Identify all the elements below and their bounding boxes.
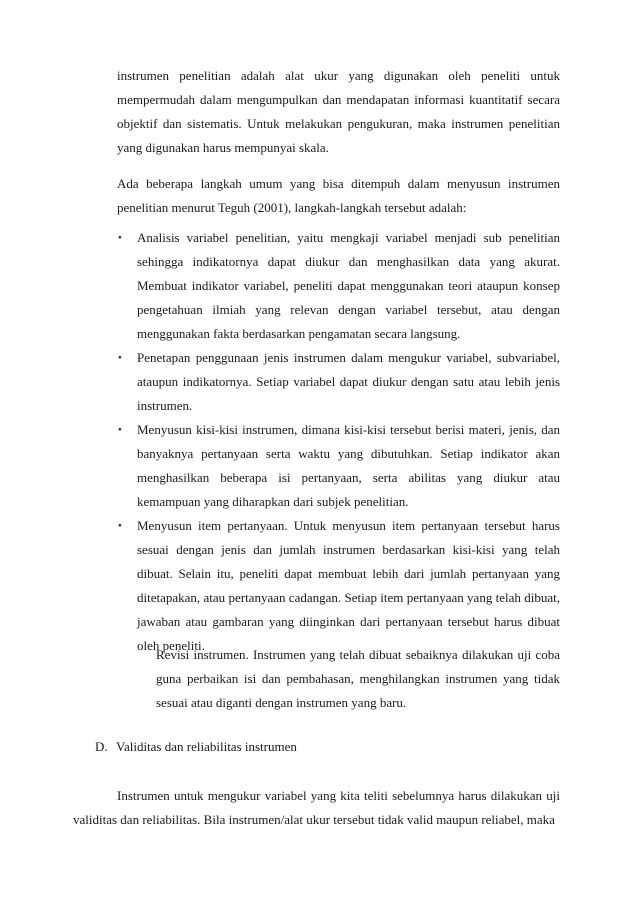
list-item: [117, 514, 560, 658]
validity-paragraph: Instrumen untuk mengukur variabel yang kita teliti sebelumnya harus dilakukan uji validitas dan reliabilitas. Bila instrumen/alat ukur tersebut tidak valid maupun reliabel, maka: [73, 788, 560, 827]
list-item: [117, 346, 560, 418]
bullet-icon: •: [118, 352, 122, 364]
list-item-text: Menyusun item pertanyaan. Untuk menyusun item pertanyaan tersebut harus sesuai dengan jenis dan jumlah instrumen berdasarkan kisi-kisi yang telah dibuat. Selain itu, peneliti dapat membuat lebih dari jumlah pertanyaan yang ditetapakan, atau pertanyaan cadangan. Setiap item pertanyaan yang telah dibuat, jawaban atau gambaran yang diinginkan dari pertanyaan tersebut harus dibuat oleh peneliti.: [137, 518, 560, 653]
intro-paragraph-block: [117, 64, 560, 160]
list-item-text: Menyusun kisi-kisi instrumen, dimana kisi-kisi tersebut berisi materi, jenis, dan banyaknya pertanyaan serta waktu yang dibutuhkan. Setiap indikator akan menghasilkan beberapa isi pertanyaan, serta abilitas yang diukur atau kemampuan yang diharapkan dari subjek penelitian.: [137, 422, 560, 509]
bullet-icon: •: [118, 520, 122, 532]
bullet-icon: •: [118, 232, 122, 244]
steps-intro-block: [117, 172, 560, 220]
validity-paragraph-block: [73, 784, 560, 832]
list-item-text: Penetapan penggunaan jenis instrumen dalam mengukur variabel, subvariabel, ataupun indikatornya. Setiap variabel dapat diukur dengan satu atau lebih jenis instrumen.: [137, 350, 560, 413]
bullet-icon: •: [118, 424, 122, 436]
list-item: [117, 226, 560, 346]
section-number: D.: [95, 739, 108, 754]
revisi-paragraph: Revisi instrumen. Instrumen yang telah dibuat sebaiknya dilakukan uji coba guna perbaikan isi dan pembahasan, menghilangkan instrumen yang tidak sesuai atau diganti dengan instrumen yang baru.: [156, 647, 560, 710]
revisi-paragraph-block: [156, 643, 560, 715]
section-title: Validitas dan reliabilitas instrumen: [116, 739, 297, 754]
steps-intro-paragraph: Ada beberapa langkah umum yang bisa ditempuh dalam menyusun instrumen penelitian menurut Teguh (2001), langkah-langkah tersebut adalah:: [117, 176, 560, 215]
list-item: [117, 418, 560, 514]
intro-paragraph: instrumen penelitian adalah alat ukur yang digunakan oleh peneliti untuk mempermudah dalam mengumpulkan dan mendapatan informasi kuantitatif secara objektif dan sistematis. Untuk melakukan pengukuran, maka instrumen penelitian yang digunakan harus mempunyai skala.: [117, 68, 560, 155]
section-heading: [95, 735, 297, 759]
list-item-text: Analisis variabel penelitian, yaitu mengkaji variabel menjadi sub penelitian sehingga indikatornya dapat diukur dan menghasilkan data yang akurat. Membuat indikator variabel, peneliti dapat menggunakan teori ataupun konsep pengetahuan ilmiah yang relevan dengan variabel tersebut, atau dengan menggunakan fakta berdasarkan pengamatan secara langsung.: [137, 230, 560, 341]
steps-bullet-list: [117, 226, 560, 658]
